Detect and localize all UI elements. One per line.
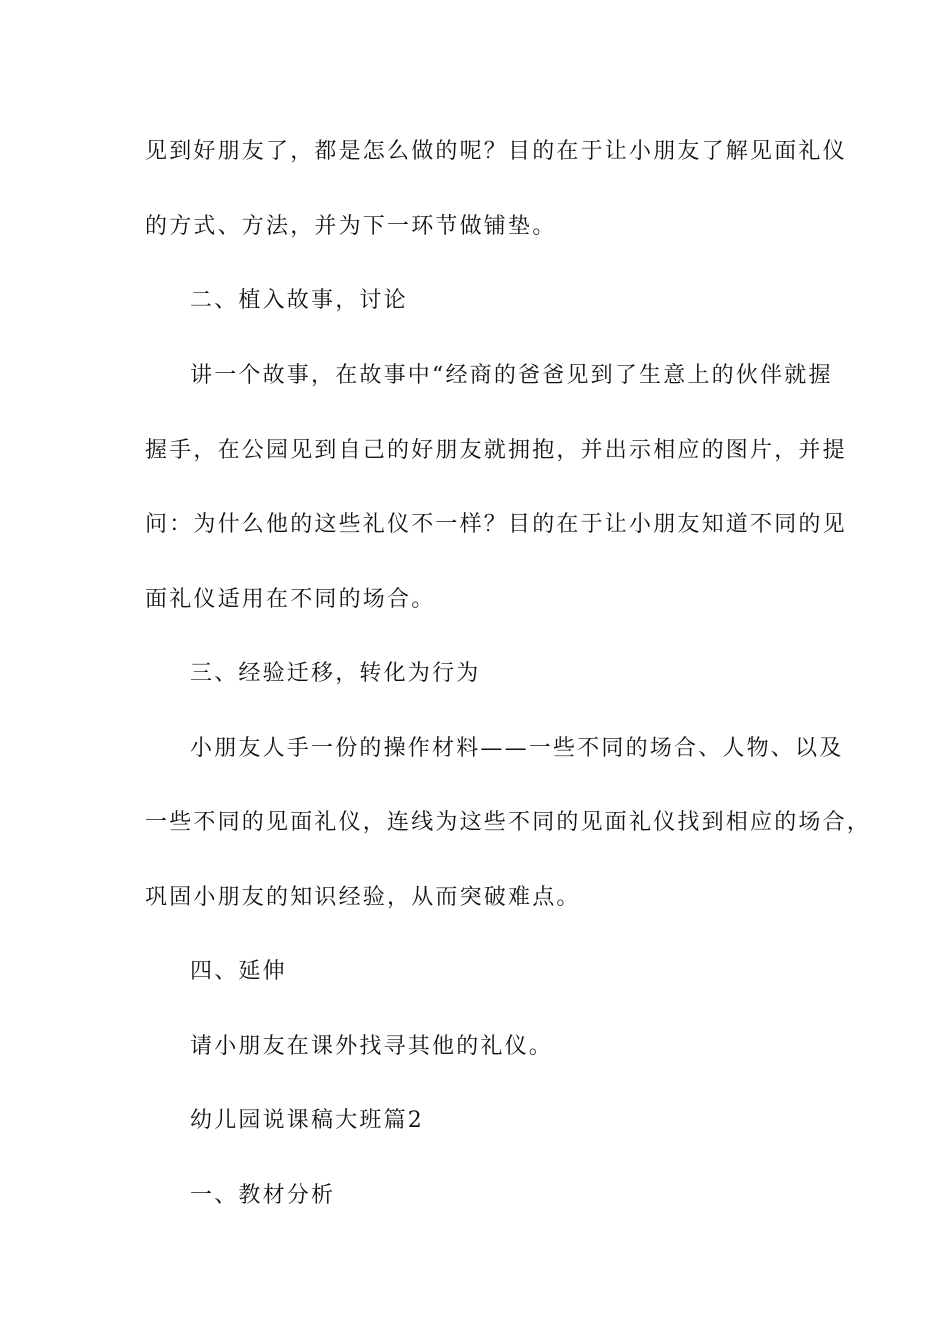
paragraph-line: 见到好朋友了，都是怎么做的呢？目的在于让小朋友了解见面礼仪 — [145, 139, 847, 164]
section-heading: 三、经验迁移，转化为行为 — [190, 661, 481, 686]
paragraph-line: 问：为什么他的这些礼仪不一样？目的在于让小朋友知道不同的见 — [145, 512, 847, 537]
paragraph-line: 巩固小朋友的知识经验，从而突破难点。 — [145, 885, 581, 910]
paragraph-line: 请小朋友在课外找寻其他的礼仪。 — [190, 1034, 554, 1059]
section-heading: 一、教材分析 — [190, 1183, 336, 1208]
section-heading: 二、植入故事，讨论 — [190, 288, 408, 313]
paragraph-line: 小朋友人手一份的操作材料——一些不同的场合、人物、以及 — [190, 736, 844, 761]
paragraph-line: 握手，在公园见到自己的好朋友就拥抱，并出示相应的图片，并提 — [145, 438, 847, 463]
paragraph-line: 的方式、方法，并为下一环节做铺垫。 — [145, 214, 557, 239]
section-heading: 四、延伸 — [190, 959, 287, 984]
paragraph-line: 一些不同的见面礼仪，连线为这些不同的见面礼仪找到相应的场合， — [145, 810, 872, 835]
paragraph-line: 面礼仪适用在不同的场合。 — [145, 587, 436, 612]
article-title: 幼儿园说课稿大班篇2 — [190, 1108, 424, 1133]
paragraph-line: 讲一个故事，在故事中“经商的爸爸见到了生意上的伙伴就握 — [190, 363, 833, 388]
